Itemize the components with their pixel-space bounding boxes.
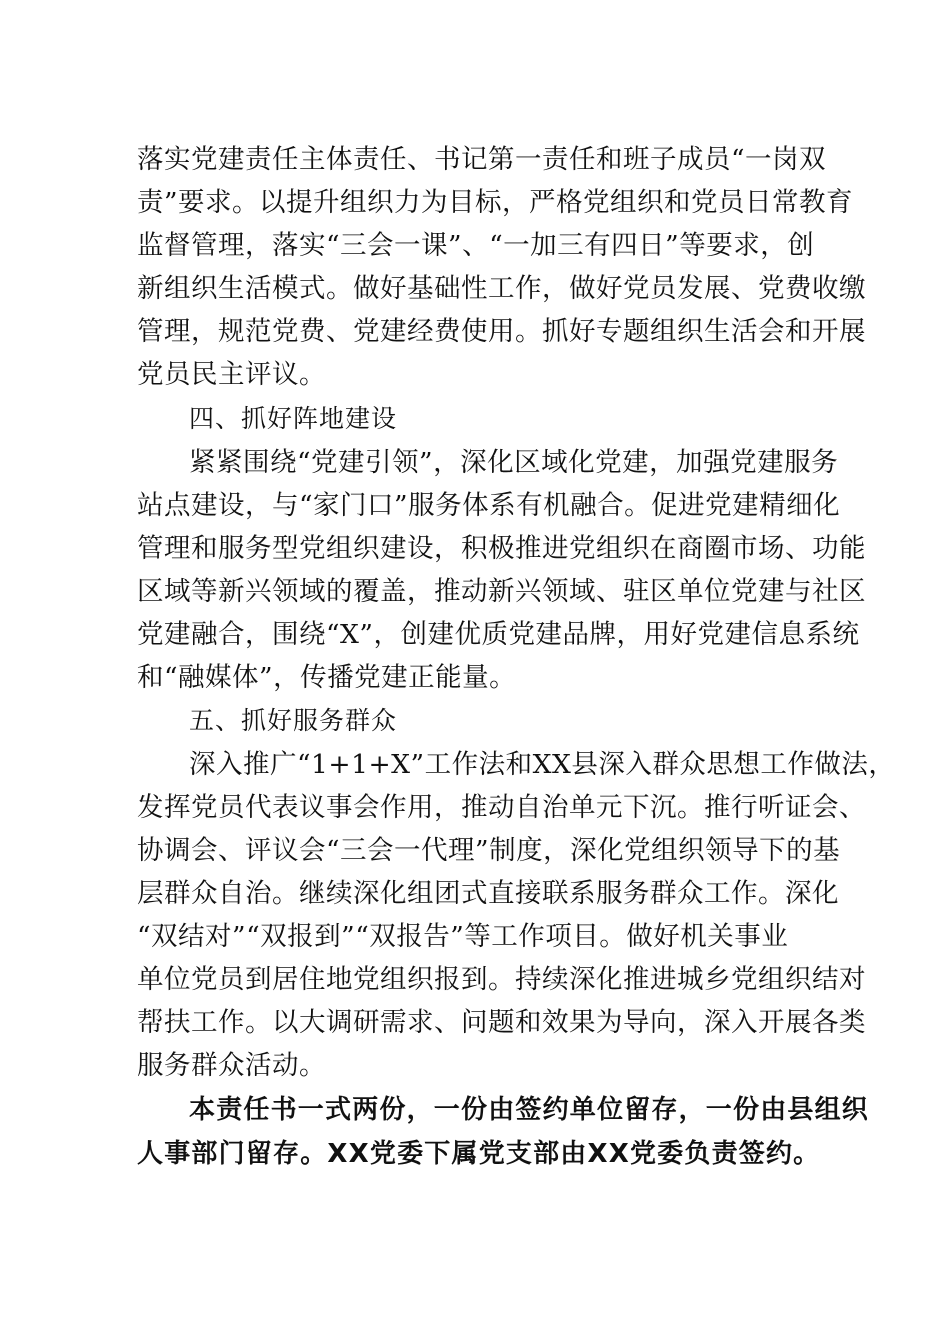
paragraph-line: 落实党建责任主体责任、书记第一责任和班子成员“一岗双	[137, 144, 827, 175]
paragraph-line: 协调会、评议会“三会一代理”制度，深化党组织领导下的基	[137, 835, 841, 866]
paragraph-line: 层群众自治。继续深化组团式直接联系服务群众工作。深化	[137, 878, 839, 909]
section-heading-4: 四、抓好阵地建设	[189, 404, 398, 433]
paragraph-line: 党员民主评议。	[137, 359, 326, 390]
paragraph-line: 站点建设，与“家门口”服务体系有机融合。促进党建精细化	[137, 490, 841, 521]
paragraph-line: 服务群众活动。	[137, 1050, 326, 1081]
paragraph-line: “双结对”“双报到”“双报告”等工作项目。做好机关事业	[137, 921, 789, 952]
paragraph-line: 监督管理，落实“三会一课”、“一加三有四日”等要求，创	[137, 230, 815, 261]
paragraph-line: 党建融合，围绕“X”，创建优质党建品牌，用好党建信息系统	[137, 619, 860, 650]
paragraph-line: 发挥党员代表议事会作用，推动自治单元下沉。推行听证会、	[137, 792, 866, 823]
paragraph-line: 帮扶工作。以大调研需求、问题和效果为导向，深入开展各类	[137, 1007, 866, 1038]
paragraph-line: 管理，规范党费、党建经费使用。抓好专题组织生活会和开展	[137, 316, 866, 347]
paragraph-line: 责”要求。以提升组织力为目标，严格党组织和党员日常教育	[137, 187, 854, 218]
closing-line: 人事部门留存。XX党委下属党支部由XX党委负责签约。	[137, 1139, 821, 1169]
section-heading-5: 五、抓好服务群众	[189, 706, 398, 735]
closing-line: 本责任书一式两份，一份由签约单位留存，一份由县组织	[189, 1095, 870, 1125]
paragraph-line: 单位党员到居住地党组织报到。持续深化推进城乡党组织结对	[137, 964, 866, 995]
paragraph-line: 新组织生活模式。做好基础性工作，做好党员发展、党费收缴	[137, 273, 866, 304]
paragraph-line: 深入推广“1+1+X”工作法和XX县深入群众思想工作做法，	[189, 749, 896, 780]
paragraph-line: 和“融媒体”，传播党建正能量。	[137, 662, 517, 693]
paragraph-line: 紧紧围绕“党建引领”，深化区域化党建，加强党建服务	[189, 447, 839, 478]
paragraph-line: 管理和服务型党组织建设，积极推进党组织在商圈市场、功能	[137, 533, 866, 564]
paragraph-line: 区域等新兴领域的覆盖，推动新兴领域、驻区单位党建与社区	[137, 576, 866, 607]
